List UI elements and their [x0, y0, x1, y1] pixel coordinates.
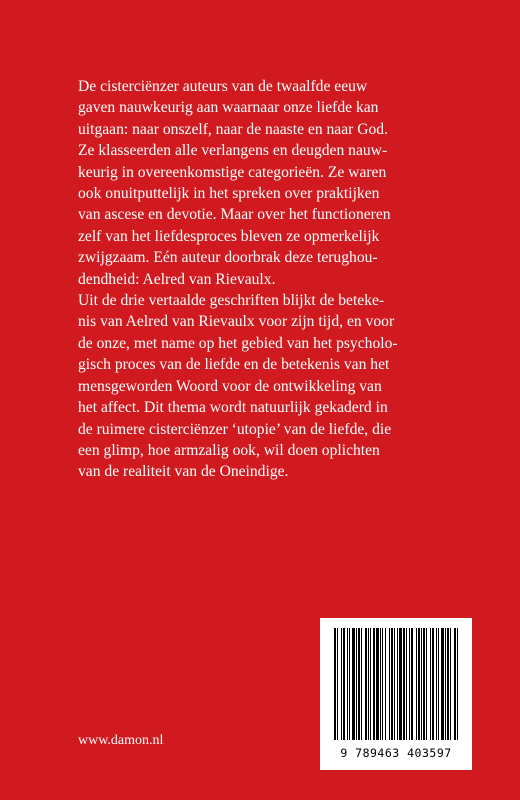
blurb-line: gaven nauwkeurig aan waarnaar onze liefde kan [78, 99, 379, 117]
blurb-line: nis van Aelred van Rievaulx voor zijn tijd, en voor [78, 313, 395, 331]
barcode-bar [334, 628, 336, 740]
barcode-bar [397, 628, 398, 740]
barcode-bar [358, 628, 360, 740]
barcode-bar [337, 628, 338, 740]
blurb-line: de onze, met name op het gebied van het psycholo- [78, 334, 398, 352]
barcode-bar [418, 628, 420, 740]
barcode-bar [341, 628, 342, 740]
barcode-bar [411, 628, 413, 740]
barcode-bar [391, 628, 393, 740]
blurb-line: De cisterciënzer auteurs van de twaalfde eeuw [78, 78, 368, 95]
barcode-bar [394, 628, 395, 740]
blurb-line: het affect. Dit thema wordt natuurlijk gekaderd in [78, 399, 388, 417]
blurb-line: van ascese en devotie. Maar over het functioneren [78, 206, 391, 224]
barcode-bar [380, 628, 381, 740]
blurb-line: gisch proces van de liefde en de betekenis van het [78, 356, 390, 374]
barcode-bar [352, 628, 355, 740]
barcode-bar [361, 628, 362, 740]
barcode-bar [421, 628, 422, 740]
blurb-line: Uit de drie vertaalde geschriften blijkt de beteke- [78, 292, 385, 310]
barcode-bar [432, 628, 434, 740]
barcode-digits: 9 789463 403597 [340, 746, 452, 760]
barcode-icon [332, 628, 460, 740]
blurb-line: Ze klasseerden alle verlangens en deugden nauw- [78, 142, 388, 160]
blurb-line: keurig in overeenkomstige categorieën. Ze waren [78, 163, 387, 181]
blurb-line: zwijgzaam. Eén auteur doorbrak deze terughou- [78, 249, 378, 267]
blurb-line: uitgaan: naar onszelf, naar de naaste en naar God. [78, 120, 388, 138]
barcode-bar [409, 628, 410, 740]
blurb-line: dendheid: Aelred van Rievaulx. [78, 270, 276, 288]
barcode-bar [423, 628, 425, 740]
barcode-bar [438, 628, 439, 740]
barcode-bar [426, 628, 427, 740]
blurb-line: de ruimere cisterciënzer ‘utopie’ van de liefde, die [78, 420, 392, 438]
barcode-bar [368, 628, 369, 740]
barcode-bar [454, 628, 456, 740]
barcode-bar [382, 628, 383, 740]
barcode-bar [376, 628, 379, 740]
barcode-bar [347, 628, 348, 740]
barcode-bar [399, 628, 402, 740]
barcode-bar [365, 628, 367, 740]
barcode-bar [356, 628, 357, 740]
barcode-bar [343, 628, 345, 740]
blurb-line: een glimp, hoe armzalig ook, wil doen oplichten [78, 441, 380, 459]
barcode-bar [447, 628, 449, 740]
publisher-website[interactable]: www.damon.nl [78, 733, 164, 748]
isbn-barcode [320, 618, 472, 770]
blurb-paragraph-2 [78, 290, 458, 483]
barcode-bar [403, 628, 405, 740]
barcode-bar [416, 628, 417, 740]
barcode-bar [436, 628, 437, 740]
blurb-text [78, 76, 458, 483]
barcode-bar [457, 628, 458, 740]
blurb-line: ook onuitputtelijk in het spreken over praktijken [78, 185, 380, 203]
blurb-paragraph-1 [78, 76, 458, 290]
blurb-line: mensgeworden Woord voor de ontwikkeling van [78, 377, 382, 395]
barcode-bar [406, 628, 407, 740]
barcode-bar [389, 628, 390, 740]
blurb-line: van de realiteit van de Oneindige. [78, 463, 289, 481]
barcode-bar [430, 628, 431, 740]
barcode-bar [385, 628, 386, 740]
barcode-bar [445, 628, 446, 740]
barcode-bar [441, 628, 444, 740]
barcode-bar [370, 628, 371, 740]
barcode-bar [349, 628, 350, 740]
barcode-bar [373, 628, 375, 740]
barcode-bar [450, 628, 451, 740]
blurb-line: zelf van het liefdesproces bleven ze opmerkelijk [78, 227, 380, 245]
